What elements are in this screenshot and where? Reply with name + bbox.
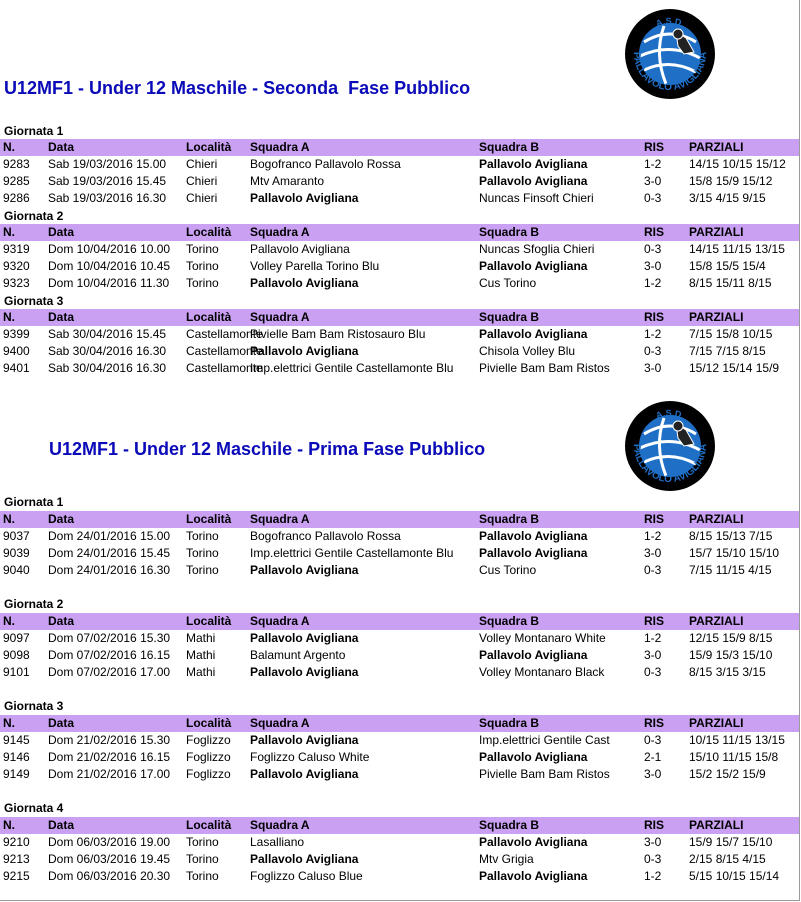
- match-parziali: 7/15 15/8 10/15: [689, 327, 773, 341]
- header-parziali: PARZIALI: [689, 310, 744, 324]
- match-ris: 1-2: [644, 327, 662, 341]
- match-squadra-b: Chisola Volley Blu: [479, 344, 576, 358]
- match-localita: Castellamonte: [186, 344, 263, 358]
- header-squadra-b: Squadra B: [479, 140, 540, 154]
- match-squadra-b: Nuncas Sfoglia Chieri: [479, 242, 595, 256]
- match-ris: 3-0: [644, 767, 662, 781]
- match-squadra-a: Pallavolo Avigliana: [250, 191, 359, 205]
- match-row: [0, 664, 799, 681]
- header-squadra-a: Squadra A: [250, 310, 310, 324]
- match-localita: Chieri: [186, 191, 218, 205]
- match-row: [0, 156, 799, 173]
- match-parziali: 8/15 15/13 7/15: [689, 529, 773, 543]
- match-squadra-a: Pallavolo Avigliana: [250, 563, 359, 577]
- match-data: Dom 07/02/2016 16.15: [48, 648, 171, 662]
- match-squadra-b: Pivielle Bam Bam Ristos: [479, 361, 610, 375]
- match-ris: 3-0: [644, 361, 662, 375]
- match-parziali: 2/15 8/15 4/15: [689, 852, 766, 866]
- match-n: 9285: [3, 174, 30, 188]
- match-parziali: 15/9 15/7 15/10: [689, 835, 773, 849]
- svg-text:A.S.D.: A.S.D.: [654, 15, 686, 29]
- match-ris: 1-2: [644, 869, 662, 883]
- header-squadra-b: Squadra B: [479, 716, 540, 730]
- match-ris: 0-3: [644, 191, 662, 205]
- match-squadra-b: Pivielle Bam Bam Ristos: [479, 767, 610, 781]
- match-ris: 1-2: [644, 157, 662, 171]
- header-squadra-b: Squadra B: [479, 818, 540, 832]
- match-row: [0, 766, 799, 783]
- match-data: Dom 10/04/2016 11.30: [48, 276, 170, 290]
- match-data: Sab 30/04/2016 16.30: [48, 361, 167, 375]
- match-localita: Torino: [186, 529, 219, 543]
- match-row: [0, 562, 799, 579]
- giornata-title: Giornata 2: [4, 209, 64, 223]
- header-localita: Località: [186, 614, 232, 628]
- header-parziali: PARZIALI: [689, 614, 744, 628]
- giornata-title: Giornata 3: [4, 294, 64, 308]
- match-data: Sab 19/03/2016 16.30: [48, 191, 167, 205]
- match-parziali: 15/9 15/3 15/10: [689, 648, 773, 662]
- match-localita: Torino: [186, 835, 219, 849]
- header-data: Data: [48, 310, 75, 324]
- header-localita: Località: [186, 512, 232, 526]
- match-ris: 3-0: [644, 835, 662, 849]
- match-row: [0, 173, 799, 190]
- match-n: 9319: [3, 242, 30, 256]
- match-squadra-b: Nuncas Finsoft Chieri: [479, 191, 594, 205]
- match-ris: 3-0: [644, 648, 662, 662]
- match-ris: 3-0: [644, 546, 662, 560]
- match-squadra-b: Pallavolo Avigliana: [479, 157, 588, 171]
- match-row: [0, 241, 799, 258]
- match-ris: 2-1: [644, 750, 662, 764]
- svg-text:PALLAVOLO AVIGLIANA: PALLAVOLO AVIGLIANA: [630, 443, 710, 486]
- svg-text:PALLAVOLO AVIGLIANA: PALLAVOLO AVIGLIANA: [630, 51, 710, 94]
- match-row: [0, 834, 799, 851]
- match-squadra-a: Bogofranco Pallavolo Rossa: [250, 157, 401, 171]
- match-data: Sab 30/04/2016 16.30: [48, 344, 167, 358]
- match-row: [0, 630, 799, 647]
- match-squadra-a: Bogofranco Pallavolo Rossa: [250, 529, 401, 543]
- match-localita: Chieri: [186, 174, 218, 188]
- match-row: [0, 749, 799, 766]
- match-parziali: 15/7 15/10 15/10: [689, 546, 780, 560]
- giornata-title: Giornata 4: [4, 801, 64, 815]
- match-squadra-a: Foglizzo Caluso Blue: [250, 869, 363, 883]
- match-squadra-a: Lasalliano: [250, 835, 305, 849]
- header-squadra-a: Squadra A: [250, 614, 310, 628]
- match-parziali: 12/15 15/9 8/15: [689, 631, 773, 645]
- header-ris: RIS: [644, 140, 665, 154]
- header-localita: Località: [186, 140, 232, 154]
- match-row: [0, 868, 799, 885]
- match-squadra-a: Pallavolo Avigliana: [250, 631, 359, 645]
- header-squadra-b: Squadra B: [479, 310, 540, 324]
- match-squadra-a: Pivielle Bam Bam Ristosauro Blu: [250, 327, 426, 341]
- match-n: 9400: [3, 344, 30, 358]
- match-squadra-b: Pallavolo Avigliana: [479, 546, 588, 560]
- header-squadra-b: Squadra B: [479, 614, 540, 628]
- match-squadra-a: Pallavolo Avigliana: [250, 852, 359, 866]
- giornata-title: Giornata 2: [4, 597, 64, 611]
- match-parziali: 15/12 15/14 15/9: [689, 361, 780, 375]
- match-row: [0, 647, 799, 664]
- match-squadra-b: Cus Torino: [479, 563, 537, 577]
- match-ris: 0-3: [644, 242, 662, 256]
- match-localita: Mathi: [186, 648, 216, 662]
- header-squadra-b: Squadra B: [479, 225, 540, 239]
- match-data: Dom 06/03/2016 20.30: [48, 869, 171, 883]
- header-n: N.: [3, 614, 15, 628]
- match-row: [0, 190, 799, 207]
- header-ris: RIS: [644, 818, 665, 832]
- match-squadra-a: Imp.elettrici Gentile Castellamonte Blu: [250, 546, 454, 560]
- header-localita: Località: [186, 225, 232, 239]
- header-ris: RIS: [644, 225, 665, 239]
- match-ris: 3-0: [644, 174, 662, 188]
- header-data: Data: [48, 818, 75, 832]
- match-n: 9039: [3, 546, 30, 560]
- match-localita: Torino: [186, 852, 219, 866]
- match-squadra-a: Volley Parella Torino Blu: [250, 259, 380, 273]
- match-squadra-a: Balamunt Argento: [250, 648, 346, 662]
- match-ris: 0-3: [644, 563, 662, 577]
- match-parziali: 15/8 15/5 15/4: [689, 259, 766, 273]
- match-n: 9283: [3, 157, 30, 171]
- match-n: 9210: [3, 835, 30, 849]
- match-squadra-b: Volley Montanaro White: [479, 631, 606, 645]
- header-parziali: PARZIALI: [689, 512, 744, 526]
- table-header-row: [0, 715, 799, 732]
- match-squadra-b: Pallavolo Avigliana: [479, 174, 588, 188]
- match-data: Dom 06/03/2016 19.45: [48, 852, 171, 866]
- header-ris: RIS: [644, 716, 665, 730]
- match-squadra-a: Pallavolo Avigliana: [250, 344, 359, 358]
- match-squadra-a: Pallavolo Avigliana: [250, 665, 359, 679]
- match-n: 9286: [3, 191, 30, 205]
- match-data: Sab 19/03/2016 15.45: [48, 174, 167, 188]
- match-n: 9146: [3, 750, 30, 764]
- header-ris: RIS: [644, 310, 665, 324]
- match-squadra-a: Pallavolo Avigliana: [250, 767, 359, 781]
- match-squadra-b: Cus Torino: [479, 276, 537, 290]
- match-squadra-b: Pallavolo Avigliana: [479, 648, 588, 662]
- match-squadra-a: Pallavolo Avigliana: [250, 276, 359, 290]
- header-n: N.: [3, 512, 15, 526]
- match-data: Dom 06/03/2016 19.00: [48, 835, 171, 849]
- header-data: Data: [48, 140, 75, 154]
- match-squadra-a: Mtv Amaranto: [250, 174, 325, 188]
- match-squadra-b: Pallavolo Avigliana: [479, 835, 588, 849]
- match-squadra-b: Imp.elettrici Gentile Cast: [479, 733, 610, 747]
- match-squadra-b: Pallavolo Avigliana: [479, 750, 588, 764]
- match-ris: 0-3: [644, 665, 662, 679]
- match-ris: 0-3: [644, 344, 662, 358]
- match-parziali: 3/15 4/15 9/15: [689, 191, 766, 205]
- header-squadra-a: Squadra A: [250, 225, 310, 239]
- giornata-title: Giornata 3: [4, 699, 64, 713]
- match-localita: Torino: [186, 563, 219, 577]
- header-localita: Località: [186, 716, 232, 730]
- header-ris: RIS: [644, 512, 665, 526]
- match-row: [0, 258, 799, 275]
- section-title: U12MF1 - Under 12 Maschile - Seconda Fase Pubblico: [4, 78, 471, 98]
- header-squadra-a: Squadra A: [250, 512, 310, 526]
- match-squadra-b: Pallavolo Avigliana: [479, 259, 588, 273]
- match-squadra-a: Imp.elettrici Gentile Castellamonte Blu: [250, 361, 454, 375]
- match-localita: Torino: [186, 242, 219, 256]
- match-squadra-b: Mtv Grigia: [479, 852, 534, 866]
- header-data: Data: [48, 225, 75, 239]
- match-n: 9098: [3, 648, 30, 662]
- match-n: 9399: [3, 327, 30, 341]
- match-data: Dom 21/02/2016 16.15: [48, 750, 171, 764]
- match-row: [0, 732, 799, 749]
- match-ris: 0-3: [644, 733, 662, 747]
- header-parziali: PARZIALI: [689, 818, 744, 832]
- svg-text:A.S.D.: A.S.D.: [654, 407, 686, 421]
- club-logo: [624, 8, 716, 100]
- match-parziali: 14/15 10/15 15/12: [689, 157, 786, 171]
- match-row: [0, 275, 799, 292]
- match-parziali: 10/15 11/15 13/15: [689, 733, 785, 747]
- match-squadra-a: Pallavolo Avigliana: [250, 733, 359, 747]
- match-n: 9213: [3, 852, 30, 866]
- match-n: 9149: [3, 767, 30, 781]
- giornata-title: Giornata 1: [4, 495, 64, 509]
- match-localita: Chieri: [186, 157, 218, 171]
- match-data: Dom 07/02/2016 15.30: [48, 631, 171, 645]
- header-n: N.: [3, 310, 15, 324]
- match-parziali: 8/15 3/15 3/15: [689, 665, 766, 679]
- match-data: Dom 07/02/2016 17.00: [48, 665, 171, 679]
- match-parziali: 15/8 15/9 15/12: [689, 174, 773, 188]
- header-data: Data: [48, 716, 75, 730]
- match-parziali: 15/2 15/2 15/9: [689, 767, 766, 781]
- table-header-row: [0, 309, 799, 326]
- match-data: Sab 30/04/2016 15.45: [48, 327, 167, 341]
- match-ris: 0-3: [644, 852, 662, 866]
- match-ris: 3-0: [644, 259, 662, 273]
- match-localita: Mathi: [186, 665, 216, 679]
- match-row: [0, 343, 799, 360]
- match-squadra-b: Pallavolo Avigliana: [479, 529, 588, 543]
- match-localita: Foglizzo: [186, 733, 231, 747]
- table-header-row: [0, 511, 799, 528]
- match-row: [0, 360, 799, 377]
- header-data: Data: [48, 614, 75, 628]
- match-n: 9320: [3, 259, 30, 273]
- match-n: 9101: [3, 665, 30, 679]
- match-localita: Torino: [186, 259, 219, 273]
- header-data: Data: [48, 512, 75, 526]
- header-n: N.: [3, 716, 15, 730]
- table-header-row: [0, 817, 799, 834]
- header-squadra-a: Squadra A: [250, 818, 310, 832]
- match-data: Sab 19/03/2016 15.00: [48, 157, 167, 171]
- header-squadra-b: Squadra B: [479, 512, 540, 526]
- match-parziali: 15/10 11/15 15/8: [689, 750, 779, 764]
- match-n: 9145: [3, 733, 30, 747]
- header-n: N.: [3, 140, 15, 154]
- match-row: [0, 851, 799, 868]
- match-row: [0, 528, 799, 545]
- match-localita: Foglizzo: [186, 750, 231, 764]
- section-title: U12MF1 - Under 12 Maschile - Prima Fase Pubblico: [49, 439, 486, 459]
- match-n: 9401: [3, 361, 30, 375]
- club-logo: [624, 400, 716, 492]
- match-n: 9040: [3, 563, 30, 577]
- match-data: Dom 24/01/2016 15.00: [48, 529, 171, 543]
- header-parziali: PARZIALI: [689, 716, 744, 730]
- table-header-row: [0, 139, 799, 156]
- match-data: Dom 10/04/2016 10.45: [48, 259, 171, 273]
- match-data: Dom 21/02/2016 15.30: [48, 733, 171, 747]
- match-localita: Torino: [186, 276, 219, 290]
- match-n: 9215: [3, 869, 30, 883]
- match-squadra-b: Volley Montanaro Black: [479, 665, 605, 679]
- header-parziali: PARZIALI: [689, 140, 744, 154]
- match-row: [0, 326, 799, 343]
- header-parziali: PARZIALI: [689, 225, 744, 239]
- match-parziali: 7/15 11/15 4/15: [689, 563, 772, 577]
- table-header-row: [0, 224, 799, 241]
- match-row: [0, 545, 799, 562]
- match-parziali: 8/15 15/11 8/15: [689, 276, 772, 290]
- match-ris: 1-2: [644, 631, 662, 645]
- header-n: N.: [3, 225, 15, 239]
- match-localita: Mathi: [186, 631, 216, 645]
- match-ris: 1-2: [644, 276, 662, 290]
- match-n: 9323: [3, 276, 30, 290]
- match-n: 9097: [3, 631, 30, 645]
- match-parziali: 7/15 7/15 8/15: [689, 344, 766, 358]
- match-localita: Castellamonte: [186, 327, 263, 341]
- header-localita: Località: [186, 818, 232, 832]
- match-localita: Castellamonte: [186, 361, 263, 375]
- match-localita: Torino: [186, 869, 219, 883]
- header-squadra-a: Squadra A: [250, 140, 310, 154]
- match-squadra-a: Pallavolo Avigliana: [250, 242, 350, 256]
- table-header-row: [0, 613, 799, 630]
- match-ris: 1-2: [644, 529, 662, 543]
- match-data: Dom 21/02/2016 17.00: [48, 767, 171, 781]
- match-squadra-b: Pallavolo Avigliana: [479, 327, 588, 341]
- match-squadra-a: Foglizzo Caluso White: [250, 750, 370, 764]
- match-squadra-b: Pallavolo Avigliana: [479, 869, 588, 883]
- header-n: N.: [3, 818, 15, 832]
- header-localita: Località: [186, 310, 232, 324]
- match-n: 9037: [3, 529, 30, 543]
- match-data: Dom 10/04/2016 10.00: [48, 242, 171, 256]
- header-squadra-a: Squadra A: [250, 716, 310, 730]
- match-parziali: 14/15 11/15 13/15: [689, 242, 785, 256]
- match-parziali: 5/15 10/15 15/14: [689, 869, 780, 883]
- match-data: Dom 24/01/2016 15.45: [48, 546, 171, 560]
- match-data: Dom 24/01/2016 16.30: [48, 563, 171, 577]
- match-localita: Foglizzo: [186, 767, 231, 781]
- giornata-title: Giornata 1: [4, 124, 64, 138]
- match-localita: Torino: [186, 546, 219, 560]
- header-ris: RIS: [644, 614, 665, 628]
